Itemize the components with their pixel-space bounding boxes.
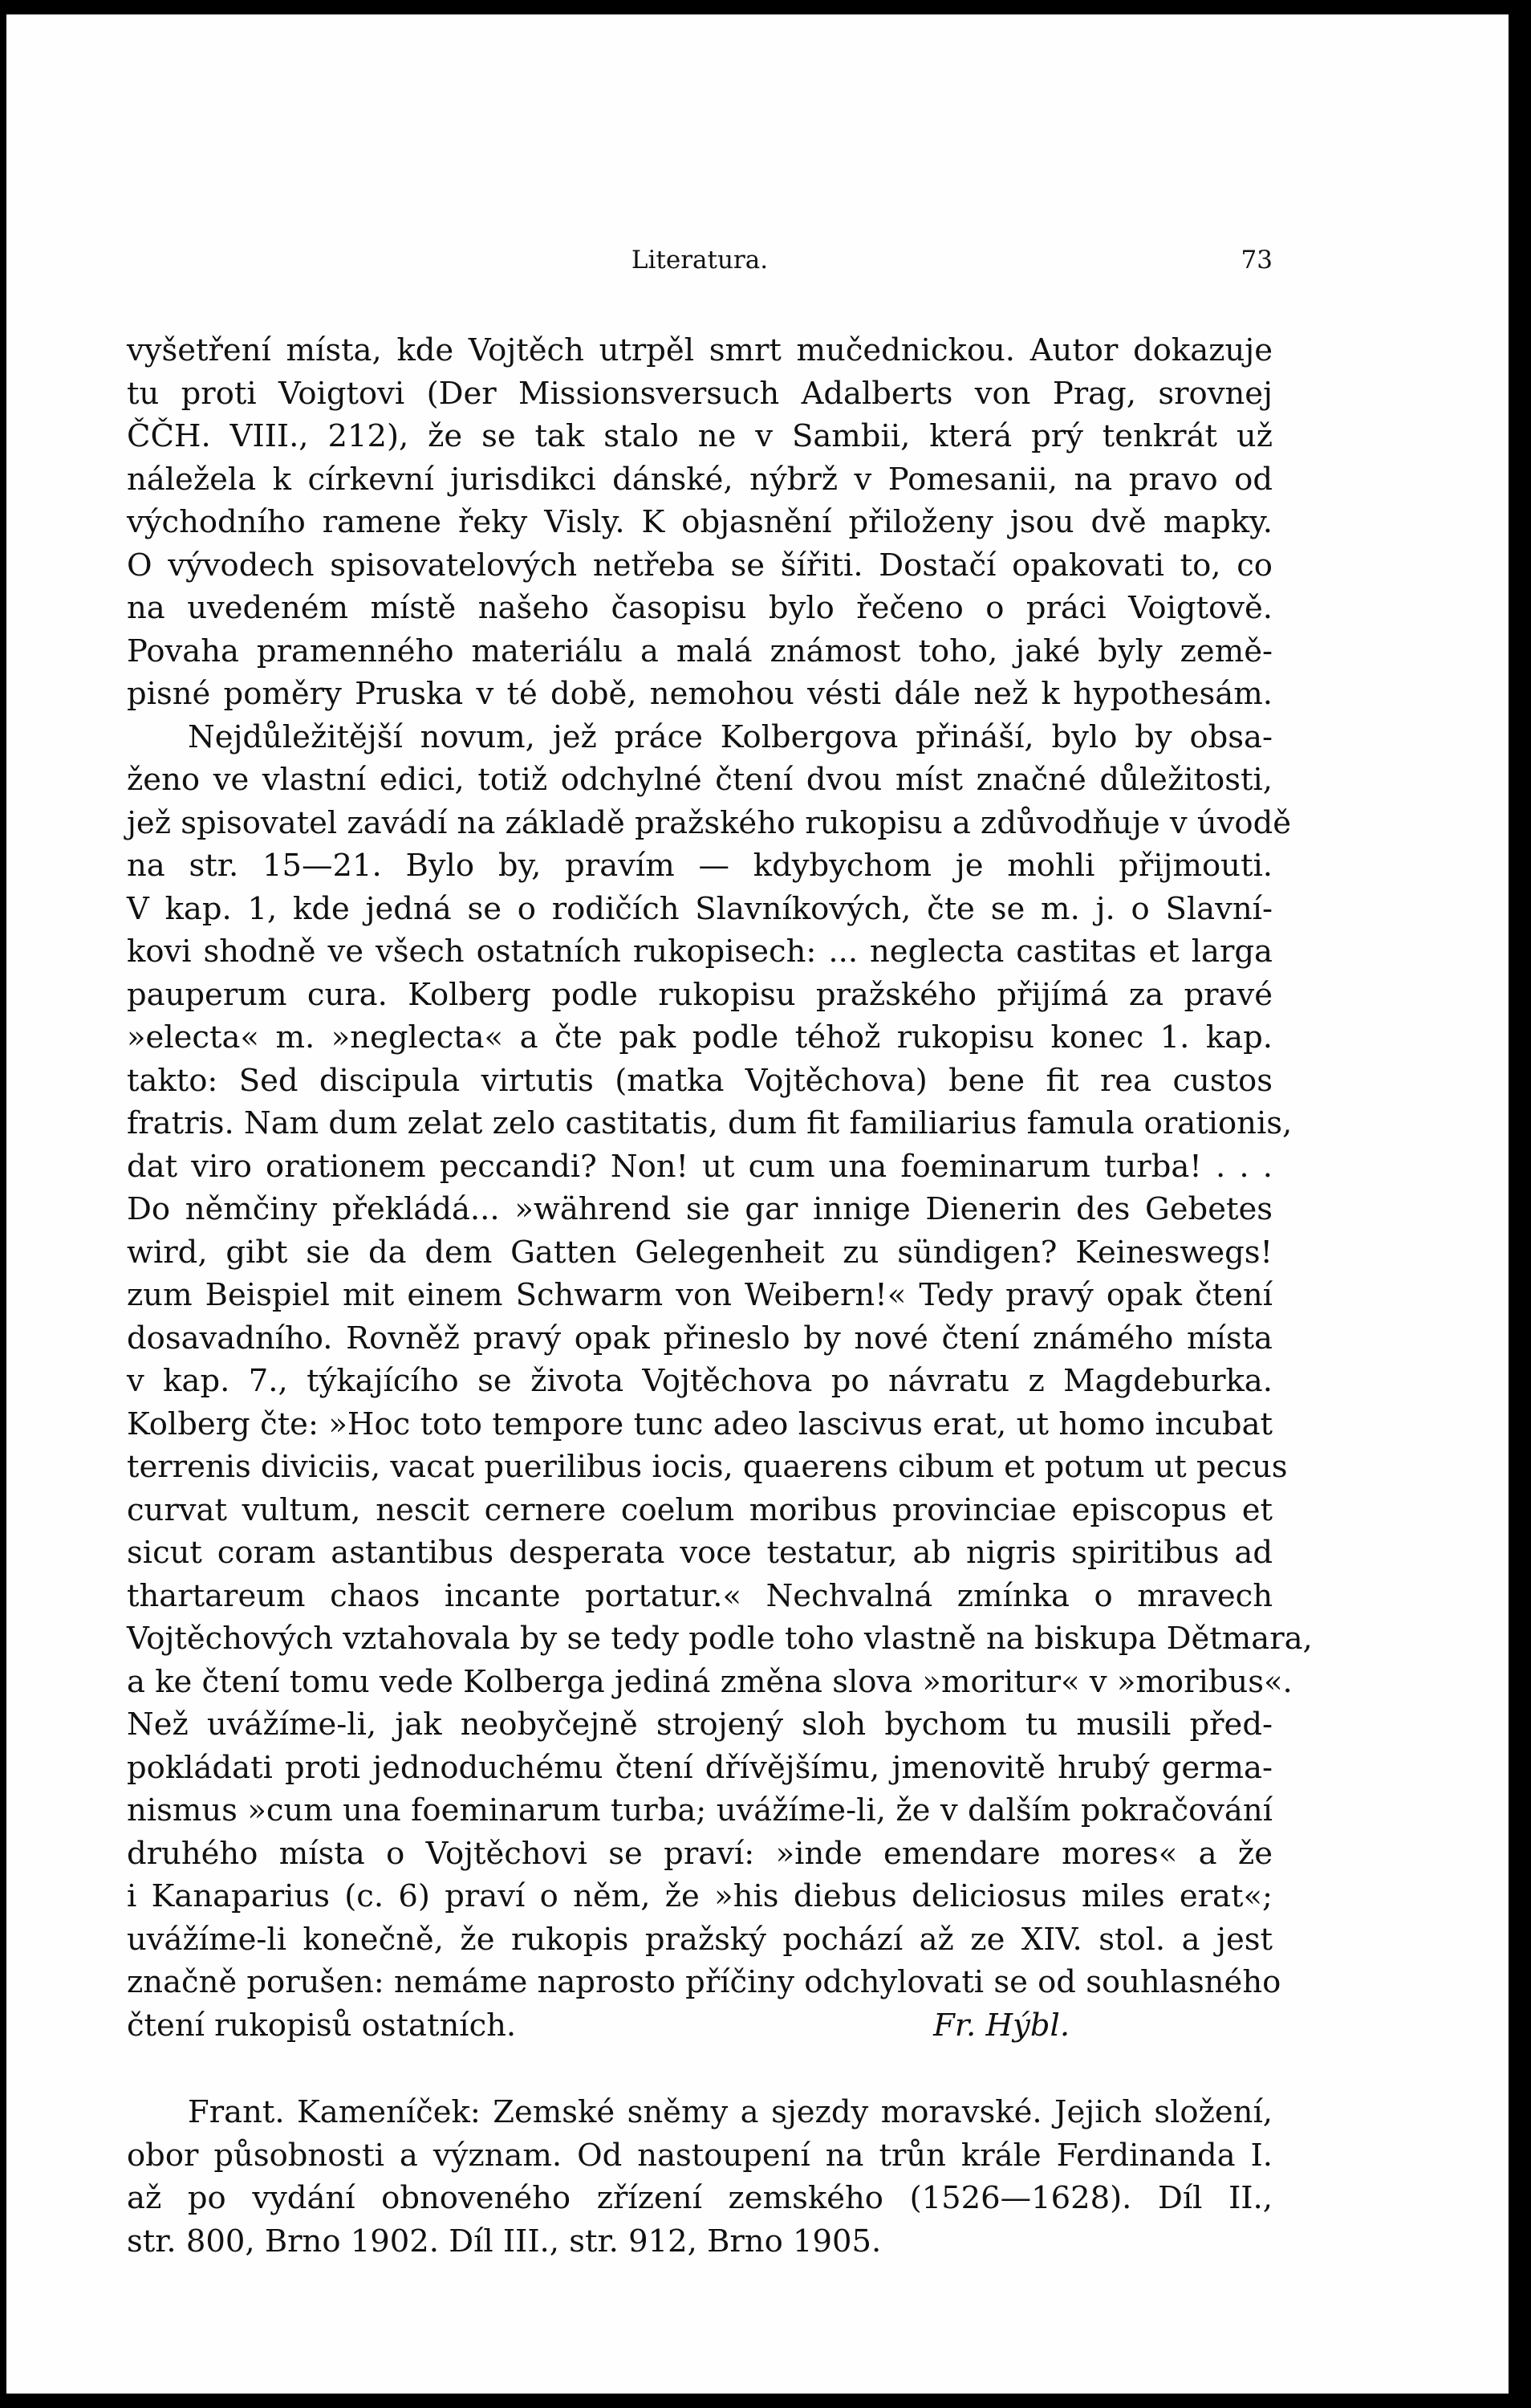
article-paragraphs <box>127 329 1313 2047</box>
text-line: na str. 15—21. Bylo by, pravím — kdybychom je mohli přijmouti. <box>127 848 1273 884</box>
page-number: 73 <box>1241 246 1273 275</box>
text-line: Kolberg čte: »Hoc toto tempore tunc adeo lascivus erat, ut homo incubat <box>127 1405 1273 1442</box>
text-line: V kap. 1, kde jedná se o rodičích Slavníkových, čte se m. j. o Slavní- <box>127 890 1273 927</box>
text-line: i Kanaparius (c. 6) praví o něm, že »his diebus deliciosus miles erat«; <box>127 1878 1273 1914</box>
body-text <box>127 329 1313 2263</box>
text-line: pokládati proti jednoduchému čtení dřívějšímu, jmenovitě hrubý germa- <box>127 1749 1273 1786</box>
text-line: vyšetření místa, kde Vojtěch utrpěl smrt mučednickou. Autor dokazuje <box>127 332 1273 368</box>
text-line: dat viro orationem peccandi? Non! ut cum una foeminarum turba! . . . <box>127 1148 1273 1185</box>
text-line: uvážíme-li konečně, že rukopis pražský pochází až ze XIV. stol. a jest <box>127 1921 1273 1958</box>
text-line: sicut coram astantibus desperata voce testatur, ab nigris spiritibus ad <box>127 1535 1273 1571</box>
review-line: až po vydání obnoveného zřízení zemského (1526—1628). Díl II., <box>127 2180 1273 2216</box>
review-line: Frant. Kameníček: Zemské sněmy a sjezdy moravské. Jejich složení, <box>188 2094 1273 2130</box>
text-line: nismus »cum una foeminarum turba; uvážíme-li, že v dalším pokračování <box>127 1792 1273 1828</box>
text-line: na uvedeném místě našeho časopisu bylo řečeno o práci Voigtově. <box>127 590 1273 626</box>
closing-line <box>127 2004 1273 2048</box>
text-line: Povaha pramenného materiálu a malá známost toho, jaké byly země- <box>127 633 1273 669</box>
text-line: fratris. Nam dum zelat zelo castitatis, dum fit familiarius famula orationis, <box>127 1105 1293 1141</box>
text-line: pauperum cura. Kolberg podle rukopisu pražského přijímá za pravé <box>127 976 1273 1013</box>
text-line: zum Beispiel mit einem Schwarm von Weibern!« Tedy pravý opak čtení <box>127 1277 1273 1313</box>
closing-text: čtení rukopisů ostatních. <box>127 2007 517 2044</box>
book-review-entry <box>127 2091 1273 2263</box>
text-line: Do němčiny překládá... »während sie gar innige Dienerin des Gebetes <box>127 1191 1273 1227</box>
text-line: ČČH. VIII., 212), že se tak stalo ne v Sambii, která prý tenkrát už <box>127 418 1273 454</box>
text-line: druhého místa o Vojtěchovi se praví: »inde emendare mores« a že <box>127 1835 1273 1872</box>
text-line: O vývodech spisovatelových netřeba se šířiti. Dostačí opakovati to, co <box>127 547 1273 584</box>
running-head: Literatura. <box>631 246 769 275</box>
text-line: »electa« m. »neglecta« a čte pak podle téhož rukopisu konec 1. kap. <box>127 1019 1273 1056</box>
text-line: curvat vultum, nescit cernere coelum moribus provinciae episcopus et <box>127 1491 1273 1528</box>
text-line: značně porušen: nemáme naprosto příčiny odchylovati se od souhlasného <box>127 1964 1281 2000</box>
text-line: jež spisovatel zavádí na základě pražského rukopisu a zdůvodňuje v úvodě <box>127 804 1292 841</box>
review-line: obor působnosti a význam. Od nastoupení na trůn krále Ferdinanda I. <box>127 2137 1273 2174</box>
text-line: Vojtěchových vztahovala by se tedy podle toho vlastně na biskupa Dětmara, <box>127 1621 1313 1657</box>
text-line: tu proti Voigtovi (Der Missionsversuch Adalberts von Prag, srovnej <box>127 375 1273 412</box>
text-line: východního ramene řeky Visly. K objasnění přiloženy jsou dvě mapky. <box>127 504 1273 540</box>
text-line: ženo ve vlastní edici, totiž odchylné čtení dvou míst značné důležitosti, <box>127 762 1273 798</box>
book-page <box>6 14 1509 2394</box>
text-line: v kap. 7., týkajícího se života Vojtěchova po návratu z Magdeburka. <box>127 1363 1273 1399</box>
author-signature: Fr. Hýbl. <box>933 2007 1070 2044</box>
section-gap <box>127 2047 1273 2091</box>
text-line: wird, gibt sie da dem Gatten Gelegenheit zu sündigen? Keineswegs! <box>127 1234 1273 1271</box>
text-line: pisné poměry Pruska v té době, nemohou vésti dále než k hypothesám. <box>127 676 1273 712</box>
text-line: náležela k církevní jurisdikci dánské, nýbrž v Pomesanii, na pravo od <box>127 461 1273 498</box>
text-line: thartareum chaos incante portatur.« Nechvalná zmínka o mravech <box>127 1577 1273 1614</box>
text-line: takto: Sed discipula virtutis (matka Vojtěchova) bene fit rea custos <box>127 1062 1273 1099</box>
review-line: str. 800, Brno 1902. Díl III., str. 912, Brno 1905. <box>127 2223 882 2260</box>
page-header <box>127 246 1273 278</box>
text-line: a ke čtení tomu vede Kolberga jediná změna slova »moritur« v »moribus«. <box>127 1663 1293 1700</box>
text-line: kovi shodně ve všech ostatních rukopisech: ... neglecta castitas et larga <box>127 934 1273 970</box>
text-line: Nejdůležitější novum, jež práce Kolbergova přináší, bylo by obsa- <box>188 718 1273 755</box>
text-line: dosavadního. Rovněž pravý opak přineslo by nové čtení známého místa <box>127 1320 1273 1357</box>
text-line: terrenis diviciis, vacat puerilibus iocis, quaerens cibum et potum ut pecus <box>127 1449 1288 1485</box>
text-line: Než uvážíme-li, jak neobyčejně strojený sloh bychom tu musili před- <box>127 1706 1273 1743</box>
